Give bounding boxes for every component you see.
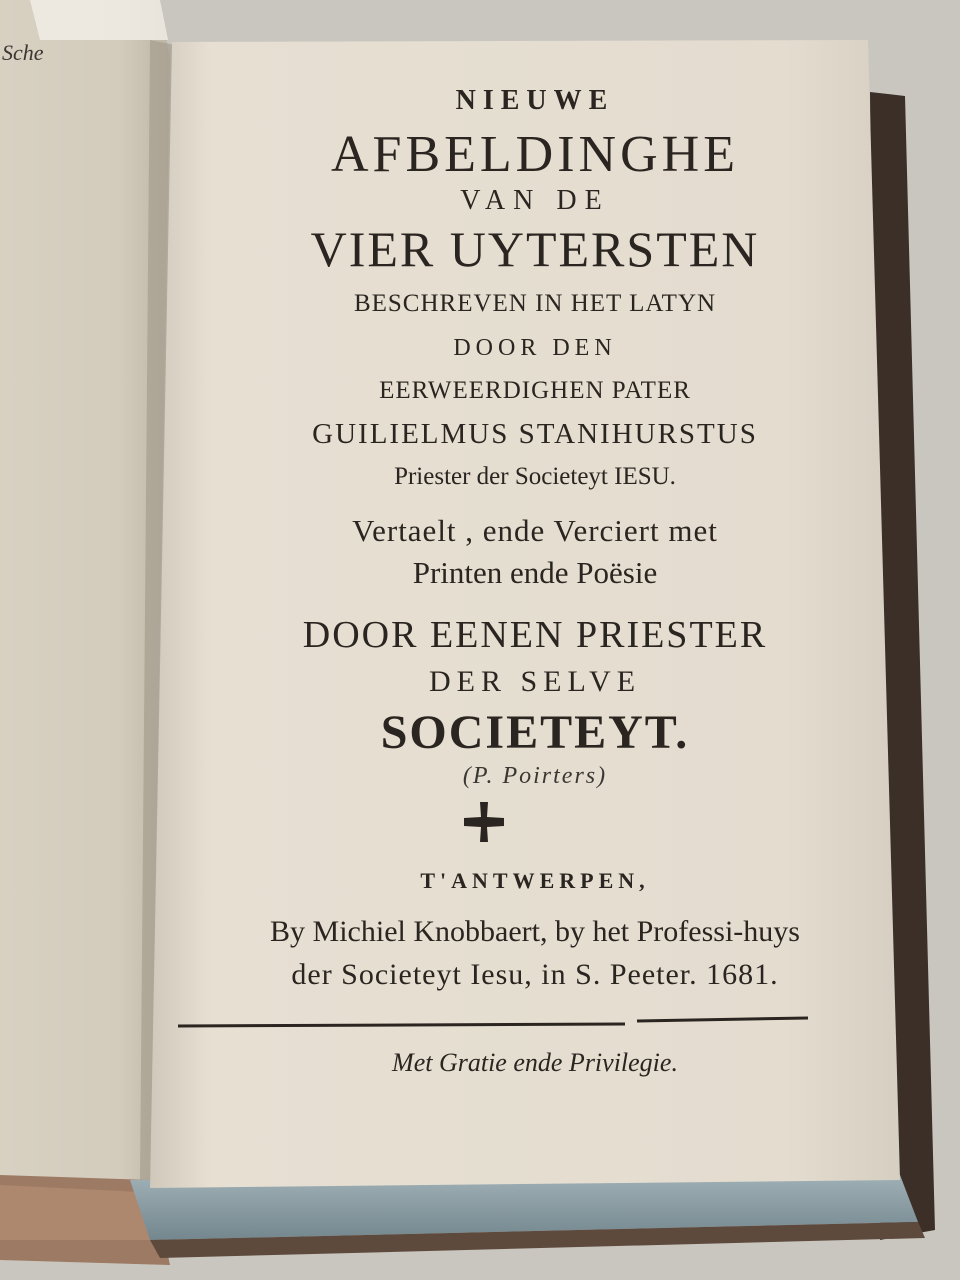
title-vier-uytersten: VIER UYTERSTEN xyxy=(310,221,760,277)
privilege-line: Met Gratie ende Privilegie. xyxy=(392,1048,678,1077)
author-affiliation: Priester der Societeyt IESU. xyxy=(394,463,676,490)
translation-note: Vertaelt , ende Verciert met xyxy=(352,513,718,548)
subtitle-beschreven: BESCHREVEN IN HET LATYN xyxy=(353,290,717,317)
title-nieuwe: NIEUWE xyxy=(455,85,615,116)
title-van-de: VAN DE xyxy=(460,185,610,216)
left-page-margin-note: Sche xyxy=(2,40,44,65)
translator-line-2: DER SELVE xyxy=(428,665,642,698)
imprint-place: T'ANTWERPEN, xyxy=(420,868,650,893)
subtitle-eerweerdighen: EERWEERDIGHEN PATER xyxy=(379,377,691,404)
title-page xyxy=(150,40,920,1190)
translation-note-2: Printen ende Poësie xyxy=(412,555,658,590)
translator-line-3: SOCIETEYT. xyxy=(380,706,690,759)
title-afbeldinghe: AFBELDINGHE xyxy=(331,126,739,183)
subtitle-door-den: DOOR DEN xyxy=(453,335,617,361)
translator-line: DOOR EENEN PRIESTER xyxy=(302,614,768,656)
imprint-printer: By Michiel Knobbaert, by het Professi-huys xyxy=(270,915,800,948)
handwritten-note: (P. Poirters) xyxy=(462,763,608,789)
author-name: GUILIELMUS STANIHURSTUS xyxy=(312,418,758,450)
imprint-address-year: der Societeyt Iesu, in S. Peeter. 1681. xyxy=(291,958,779,991)
